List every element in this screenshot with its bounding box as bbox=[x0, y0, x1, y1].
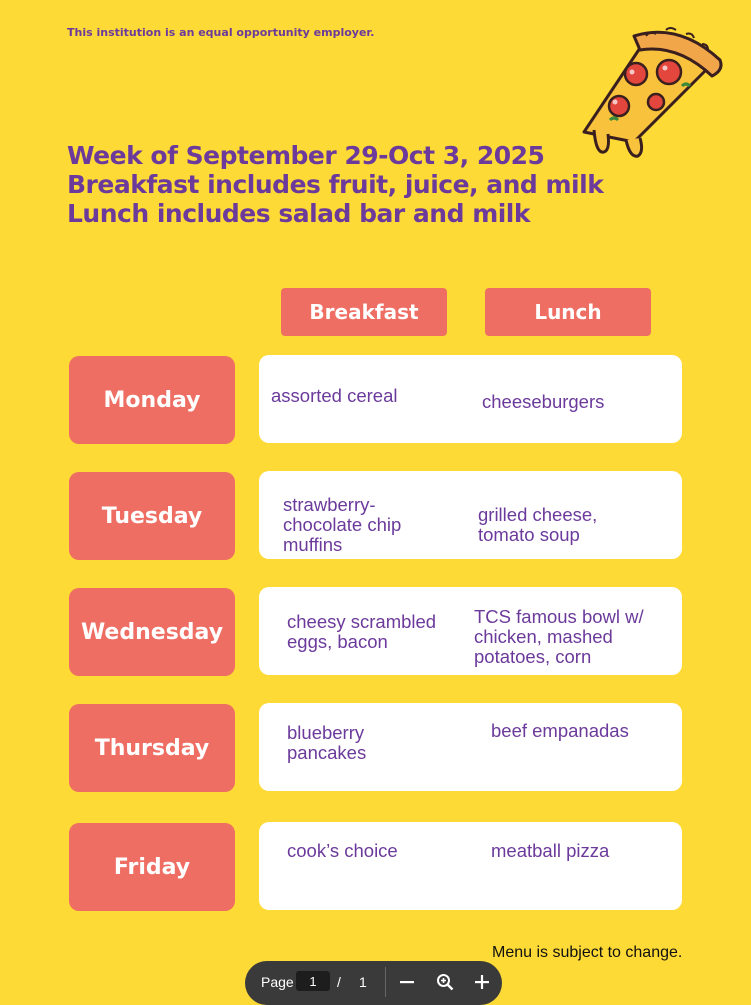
breakfast-item-monday: assorted cereal bbox=[271, 385, 398, 406]
page-separator: / bbox=[337, 974, 341, 990]
breakfast-item-wednesday: cheesy scrambled eggs, bacon bbox=[287, 611, 437, 652]
menu-row-tuesday bbox=[259, 471, 682, 559]
page-label: Page bbox=[261, 974, 294, 990]
day-label-monday: Monday bbox=[69, 356, 235, 444]
day-label-friday: Friday bbox=[69, 823, 235, 911]
breakfast-column-header: Breakfast bbox=[281, 288, 447, 336]
menu-row-wednesday bbox=[259, 587, 682, 675]
menu-row-monday bbox=[259, 355, 682, 443]
page-number-input[interactable]: 1 bbox=[296, 971, 330, 991]
menu-row-thursday bbox=[259, 703, 682, 791]
lunch-item-friday: meatball pizza bbox=[491, 840, 610, 861]
lunch-item-thursday: beef empanadas bbox=[491, 720, 629, 741]
lunch-item-monday: cheeseburgers bbox=[482, 391, 605, 412]
equal-opportunity-notice: This institution is an equal opportunity employer. bbox=[67, 26, 375, 39]
week-line: Week of September 29-Oct 3, 2025 bbox=[67, 141, 545, 170]
pdf-viewer-toolbar bbox=[245, 961, 502, 1005]
zoom-reset-icon bbox=[436, 973, 454, 991]
menu-change-note: Menu is subject to change. bbox=[492, 944, 683, 961]
zoom-in-button[interactable] bbox=[470, 970, 494, 994]
breakfast-item-thursday: blueberry pancakes bbox=[287, 722, 367, 763]
menu-headline bbox=[67, 141, 603, 228]
zoom-in-icon bbox=[474, 974, 490, 990]
zoom-out-icon bbox=[399, 974, 415, 990]
zoom-reset-button[interactable] bbox=[433, 970, 457, 994]
breakfast-item-friday: cook’s choice bbox=[287, 840, 398, 861]
day-label-tuesday: Tuesday bbox=[69, 472, 235, 560]
breakfast-item-tuesday: strawberry- chocolate chip muffins bbox=[283, 494, 402, 555]
day-label-thursday: Thursday bbox=[69, 704, 235, 792]
toolbar-divider bbox=[385, 967, 386, 997]
lunch-column-header: Lunch bbox=[485, 288, 651, 336]
lunch-item-tuesday: grilled cheese, tomato soup bbox=[478, 504, 598, 545]
menu-row-friday bbox=[259, 822, 682, 910]
lunch-item-wednesday: TCS famous bowl w/ chicken, mashed potatoes, corn bbox=[474, 606, 644, 667]
lunch-includes-line: Lunch includes salad bar and milk bbox=[67, 199, 531, 228]
breakfast-includes-line: Breakfast includes fruit, juice, and milk bbox=[67, 170, 604, 199]
total-pages: 1 bbox=[359, 974, 367, 990]
zoom-out-button[interactable] bbox=[395, 970, 419, 994]
day-label-wednesday: Wednesday bbox=[69, 588, 235, 676]
